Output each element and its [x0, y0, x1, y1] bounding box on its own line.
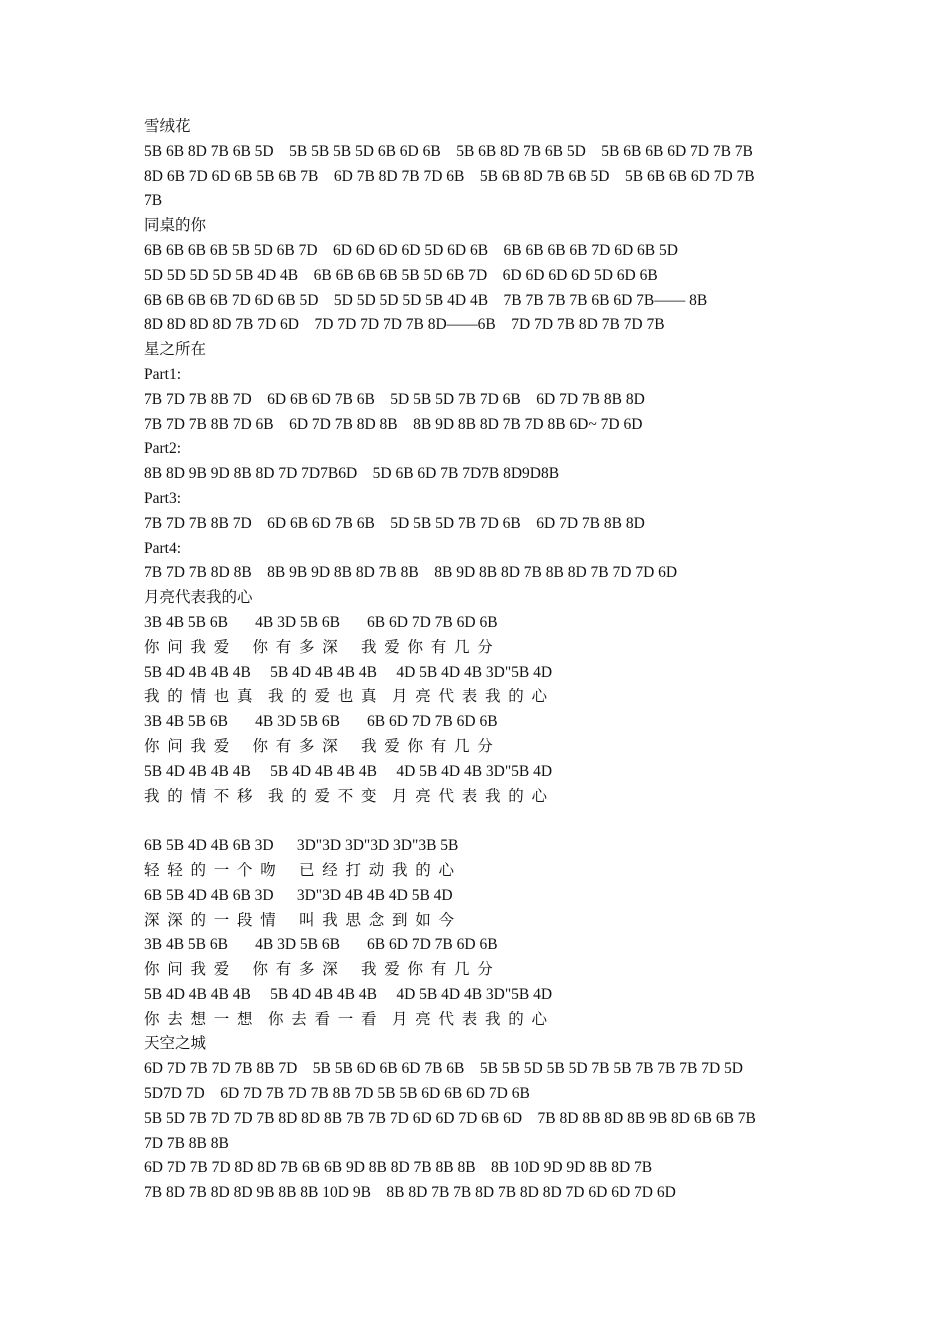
notes-line: 6B 5B 4D 4B 6B 3D 3D"3D 3D"3D 3D"3B 5B [144, 837, 459, 855]
lyrics-line: 你 问 我 爱 你 有 多 深 我 爱 你 有 几 分 [144, 737, 493, 755]
notes-line: 6B 6B 6B 6B 7D 6D 6B 5D 5D 5D 5D 5D 5B 4D 4B 7B 7B 7B 7B 6B 6D 7B—— 8B [144, 291, 708, 309]
lyrics-line: 你 问 我 爱 你 有 多 深 我 爱 你 有 几 分 [144, 961, 493, 979]
notes-line: 7D 7B 8B 8B [144, 1134, 229, 1152]
lyrics-line: 轻 轻 的 一 个 吻 已 经 打 动 我 的 心 [144, 861, 455, 879]
lyrics-line: 深 深 的 一 段 情 叫 我 思 念 到 如 今 [144, 911, 455, 929]
notes-line: 6B 5B 4D 4B 6B 3D 3D"3D 4B 4B 4D 5B 4D [144, 886, 453, 904]
notes-line: 3B 4B 5B 6B 4B 3D 5B 6B 6B 6D 7D 7B 6D 6B [144, 613, 498, 631]
lyrics-line: 我 的 情 也 真 我 的 爱 也 真 月 亮 代 表 我 的 心 [144, 688, 548, 706]
notes-line: 6D 7D 7B 7D 7B 8B 7D 5B 5B 6D 6B 6D 7B 6B 5B 5B 5D 5B 5D 7B 5B 7B 7B 7B 7D 5D [144, 1060, 743, 1078]
song-title: 天空之城 [144, 1035, 207, 1053]
lyrics-line: 你 问 我 爱 你 有 多 深 我 爱 你 有 几 分 [144, 638, 493, 656]
notes-line: 7B 8D 7B 8D 8D 9B 8B 8B 10D 9B 8B 8D 7B 7B 8D 7B 8D 8D 7D 6D 6D 7D 6D [144, 1184, 676, 1202]
lyrics-line: 我 的 情 不 移 我 的 爱 不 变 月 亮 代 表 我 的 心 [144, 787, 548, 805]
song-title: 月亮代表我的心 [144, 589, 253, 607]
notes-line: 5B 5D 7B 7D 7D 7B 8D 8D 8B 7B 7B 7D 6D 6D 7D 6B 6D 7B 8D 8B 8D 8B 9B 8D 6B 6B 7B [144, 1109, 756, 1127]
notes-line: 5B 4D 4B 4B 4B 5B 4D 4B 4B 4B 4D 5B 4D 4B 3D"5B 4D [144, 762, 553, 780]
notes-line: 8D 6B 7D 6D 6B 5B 6B 7B 6D 7B 8D 7B 7D 6B 5B 6B 8D 7B 6B 5D 5B 6B 6B 6D 7D 7B [144, 167, 755, 185]
part-label: Part1: [144, 365, 182, 383]
notes-line: 7B 7D 7B 8B 7D 6D 6B 6D 7B 6B 5D 5B 5D 7B 7D 6B 6D 7D 7B 8B 8D [144, 390, 645, 408]
notes-line: 7B 7D 7B 8B 7D 6D 6B 6D 7B 6B 5D 5B 5D 7B 7D 6B 6D 7D 7B 8B 8D [144, 514, 645, 532]
blank-line [144, 809, 814, 834]
song-title: 星之所在 [144, 341, 207, 359]
notes-line: 8B 8D 9B 9D 8B 8D 7D 7D7B6D 5D 6B 6D 7B 7D7B 8D9D8B [144, 465, 560, 483]
notes-line: 3B 4B 5B 6B 4B 3D 5B 6B 6B 6D 7D 7B 6D 6B [144, 713, 498, 731]
notes-line: 5D7D 7D 6D 7D 7B 7D 7B 8B 7D 5B 5B 6D 6B 6D 7D 6B [144, 1085, 530, 1103]
song-title: 同桌的你 [144, 217, 207, 235]
part-label: Part2: [144, 440, 182, 458]
notes-line: 7B [144, 192, 163, 210]
lyrics-line: 你 去 想 一 想 你 去 看 一 看 月 亮 代 表 我 的 心 [144, 1010, 548, 1028]
notes-line: 5B 4D 4B 4B 4B 5B 4D 4B 4B 4B 4D 5B 4D 4B 3D"5B 4D [144, 663, 553, 681]
notes-line: 7B 7D 7B 8D 8B 8B 9B 9D 8B 8D 7B 8B 8B 9D 8B 8D 7B 8B 8D 7B 7D 7D 6D [144, 564, 678, 582]
notes-line: 5D 5D 5D 5D 5B 4D 4B 6B 6B 6B 6B 5B 5D 6B 7D 6D 6D 6D 6D 5D 6D 6B [144, 266, 658, 284]
song-title: 雪绒花 [144, 118, 191, 135]
part-label: Part3: [144, 489, 182, 507]
notes-line: 5B 6B 8D 7B 6B 5D 5B 5B 5B 5D 6B 6D 6B 5B 6B 8D 7B 6B 5D 5B 6B 6B 6D 7D 7B 7B [144, 142, 753, 160]
notes-line: 7B 7D 7B 8B 7D 6B 6D 7D 7B 8D 8B 8B 9D 8B 8D 7B 7D 8B 6D~ 7D 6D [144, 415, 643, 433]
notes-line: 3B 4B 5B 6B 4B 3D 5B 6B 6B 6D 7D 7B 6D 6B [144, 936, 498, 954]
notes-line: 8D 8D 8D 8D 7B 7D 6D 7D 7D 7D 7D 7B 8D——6B 7D 7D 7B 8D 7B 7D 7B [144, 316, 665, 334]
music-notation-text [144, 115, 814, 1206]
notes-line: 6B 6B 6B 6B 5B 5D 6B 7D 6D 6D 6D 6D 5D 6D 6B 6B 6B 6B 6B 7D 6D 6B 5D [144, 241, 678, 259]
notes-line: 5B 4D 4B 4B 4B 5B 4D 4B 4B 4B 4D 5B 4D 4B 3D"5B 4D [144, 985, 553, 1003]
notes-line: 6D 7D 7B 7D 8D 8D 7B 6B 6B 9D 8B 8D 7B 8B 8B 8B 10D 9D 9D 8B 8D 7B [144, 1159, 653, 1177]
part-label: Part4: [144, 539, 182, 557]
